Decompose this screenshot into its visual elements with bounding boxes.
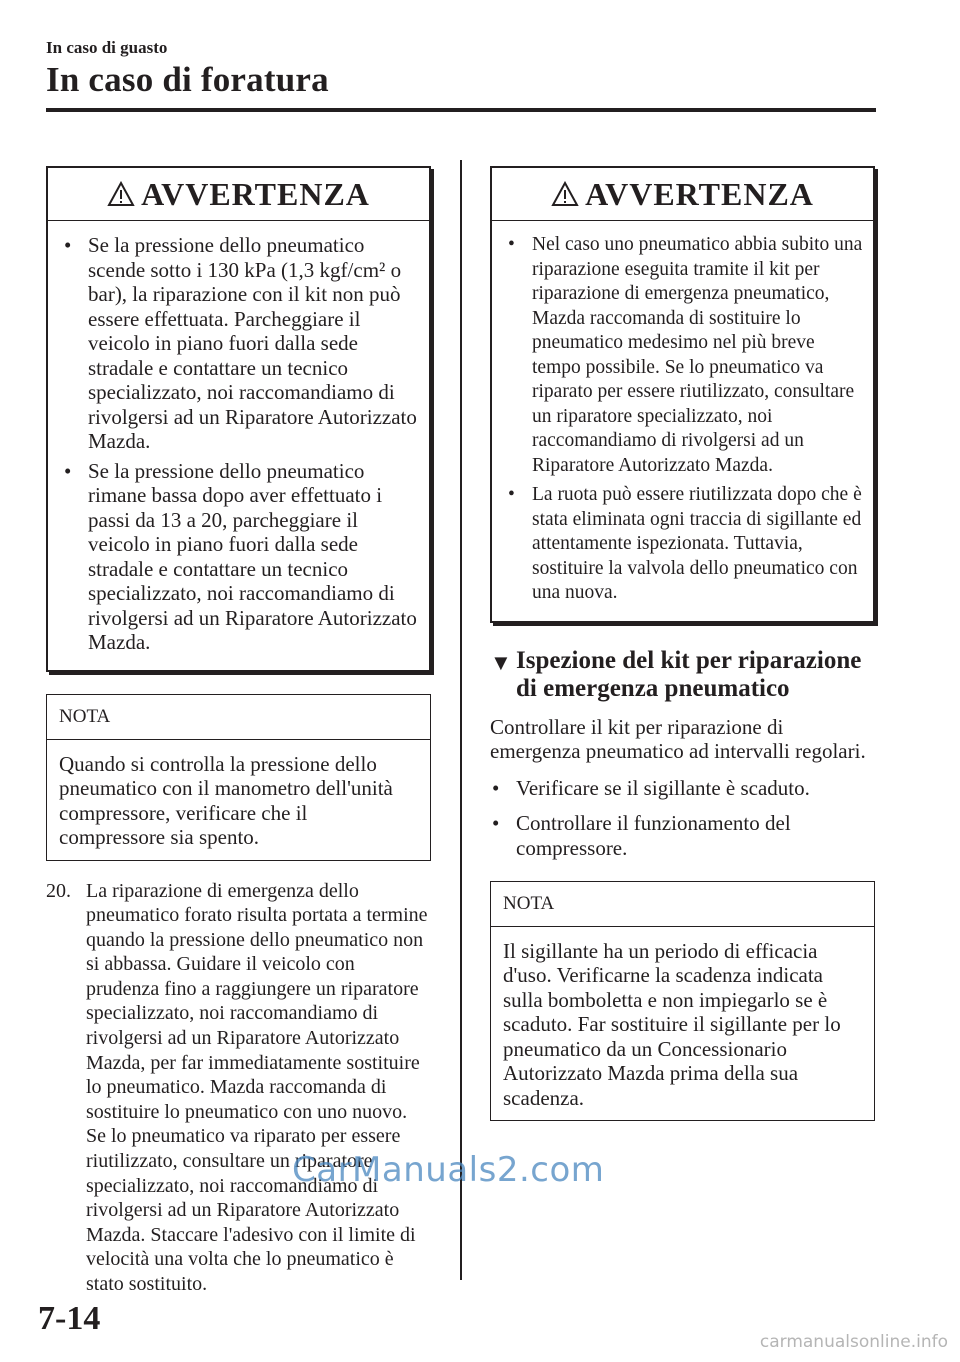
intro-paragraph: Controllare il kit per riparazione di emergenza pneumatico ad intervalli regolari. <box>490 714 866 763</box>
warning-box-left <box>46 166 431 672</box>
note-box-right <box>490 881 875 1122</box>
warning-title: AVVERTENZA <box>141 175 370 212</box>
footer-site-link[interactable]: carmanualsonline.info <box>759 1332 948 1352</box>
step-20 <box>46 879 431 1297</box>
warning-bullet: • Se la pressione dello pneumatico scende sotto i 130 kPa (1,3 kgf/cm² o bar), la riparazione con il kit non può essere effettuata. Parcheggiare il veicolo in piano fuori dalla sede stradale e contattare un tecnico specializzato, noi raccomandiamo di rivolgersi ad un Riparatore Autorizzato Mazda. <box>64 233 417 453</box>
note-title: NOTA <box>47 695 430 740</box>
warning-bullet: • La ruota può essere riutilizzata dopo che è stata eliminata ogni traccia di sigillante ed attentamente ispezionata. Tuttavia, sostituire la valvola dello pneumatico con una nuova. <box>508 484 862 603</box>
list-item: • Verificare se il sigillante è scaduto. <box>492 775 810 800</box>
warning-box-right <box>490 166 875 623</box>
note-text: Il sigillante ha un periodo di efficacia d'uso. Verificarne la scadenza indicata sulla bomboletta e non impiegarlo se è scaduto. Far sostituire il sigillante per lo pneumatico da un Concessionario Autorizzato Mazda prima della sua scadenza. <box>503 938 841 1110</box>
header-rule <box>46 108 876 112</box>
note-box-left <box>46 694 431 861</box>
step-text: La riparazione di emergenza dello pneumatico forato risulta portata a termine quando la pressione dello pneumatico non si abbassa. Guidare il veicolo con prudenza fino a raggiungere un riparatore specializzato, noi raccomandiamo di rivolgersi ad un Riparatore Autorizzato Mazda, per far immediatamente sostituire lo pneumatico. Mazda raccomanda di sostituire lo pneumatico con uno nuovo. Se lo pneumatico va riparato per essere riutilizzato, consultare un riparatore specializzato, noi raccomandiamo di rivolgersi ad un Riparatore Autorizzato Mazda. Staccare l'adesivo con il limite di velocità una volta che lo pneumatico è stato sostituito. <box>86 879 428 1295</box>
right-column <box>490 166 875 1139</box>
note-text: Quando si controlla la pressione dello pneumatico con il manometro dell'unità compressore, verificare che il compressore sia spento. <box>59 751 393 849</box>
section-label: In caso di guasto <box>46 38 168 57</box>
bullet-dot: • <box>508 484 515 505</box>
note-title: NOTA <box>491 882 874 927</box>
check-list <box>490 776 875 861</box>
warning-bullet: • Nel caso uno pneumatico abbia subito una riparazione eseguita tramite il kit per riparazione di emergenza pneumatico, Mazda raccomanda di sostituire lo pneumatico medesimo nel più breve tempo possibile. Se lo pneumatico va riparato per essere riutilizzato, consultare un riparatore specializzato, noi raccomandiamo di rivolgersi ad un Riparatore Autorizzato Mazda. <box>508 234 863 476</box>
warning-header <box>492 168 873 221</box>
page-title: In caso di foratura <box>46 60 329 99</box>
subsection-title: Ispezione del kit per riparazione di emergenza pneumatico <box>516 646 862 702</box>
warning-bullet: • Se la pressione dello pneumatico rimane bassa dopo aver effettuato i passi da 13 a 20, parcheggiare il veicolo in piano fuori dalla sede stradale e contattare un tecnico specializzato, noi raccomandiamo di rivolgersi ad un Riparatore Autorizzato Mazda. <box>64 458 417 654</box>
subsection-heading <box>490 647 875 703</box>
page-number: 7-14 <box>38 1300 101 1337</box>
warning-title: AVVERTENZA <box>585 175 814 212</box>
warning-triangle-icon <box>107 181 135 207</box>
column-divider <box>460 160 462 1280</box>
bullet-dot: • <box>492 810 500 835</box>
watermark-link[interactable]: CarManuals2.com <box>292 1150 605 1190</box>
warning-header <box>48 168 429 221</box>
step-number: 20. <box>46 879 71 902</box>
warning-triangle-icon <box>551 181 579 207</box>
bullet-dot: • <box>508 234 515 255</box>
triangle-down-icon: ▼ <box>490 649 512 675</box>
left-column <box>46 166 431 1297</box>
bullet-dot: • <box>64 458 72 483</box>
bullet-dot: • <box>492 775 500 800</box>
list-item: • Controllare il funzionamento del compressore. <box>492 810 791 860</box>
bullet-dot: • <box>64 233 72 257</box>
